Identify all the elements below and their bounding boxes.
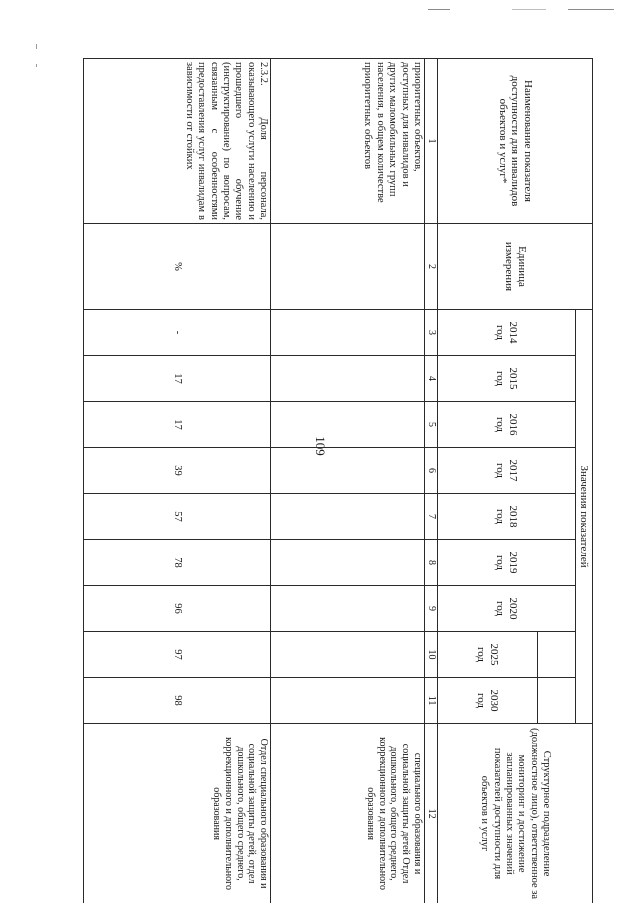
year-header: 2018 год bbox=[438, 494, 576, 540]
value-cell bbox=[271, 586, 425, 632]
year-header: 2015 год bbox=[438, 356, 576, 402]
responsible-header: Структурное подразделение (должностное лицо), ответственное за мониторинг и достижение запланированных значений показателей доступности для объектов и услуг bbox=[438, 724, 593, 903]
column-number: 9 bbox=[425, 586, 438, 632]
page-number-text: 109 bbox=[313, 436, 328, 456]
value-cell bbox=[271, 356, 425, 402]
year-header: 2014 год bbox=[438, 310, 576, 356]
scan-mark bbox=[428, 9, 450, 10]
value-cell bbox=[271, 448, 425, 494]
unit-cell bbox=[271, 224, 425, 310]
indicators-table bbox=[83, 58, 593, 903]
column-number: 11 bbox=[425, 678, 438, 724]
scan-mark bbox=[36, 64, 37, 67]
value-cell: 57 bbox=[84, 494, 271, 540]
year-header: 2020 год bbox=[438, 586, 576, 632]
unit-cell: % bbox=[84, 224, 271, 310]
value-cell: 39 bbox=[84, 448, 271, 494]
column-number: 4 bbox=[425, 356, 438, 402]
scan-mark bbox=[36, 44, 37, 49]
value-cell bbox=[271, 540, 425, 586]
year-header: 2019 год bbox=[438, 540, 576, 586]
indicator-name-header: Наименование показателя доступности для инвалидов объектов и услуг* bbox=[438, 59, 593, 224]
value-cell: 96 bbox=[84, 586, 271, 632]
column-number: 12 bbox=[425, 724, 438, 903]
table-row bbox=[84, 59, 271, 904]
value-cell bbox=[271, 402, 425, 448]
year-header: 2030 год bbox=[438, 678, 538, 724]
year-header-spacer bbox=[538, 678, 576, 724]
value-cell: - bbox=[84, 310, 271, 356]
value-cell bbox=[271, 494, 425, 540]
column-number: 2 bbox=[425, 224, 438, 310]
responsible-cell: Отдел специального образования и социальной защиты детей, отдел дошкольного, общего среднего, коррекционного и дополнительного образования bbox=[84, 724, 271, 903]
scan-mark bbox=[512, 9, 546, 10]
column-number: 6 bbox=[425, 448, 438, 494]
table-row bbox=[271, 59, 425, 904]
column-number: 3 bbox=[425, 310, 438, 356]
column-number: 5 bbox=[425, 402, 438, 448]
year-header: 2025 год bbox=[438, 632, 538, 678]
column-number: 7 bbox=[425, 494, 438, 540]
column-number: 1 bbox=[425, 59, 438, 224]
year-header: 2017 год bbox=[438, 448, 576, 494]
values-group-header: Значения показателей bbox=[576, 310, 593, 724]
indicator-name-cell: приоритетных объектов, доступных для инвалидов и других маломобильных групп населения, в общем количестве приоритетных объектов bbox=[271, 59, 425, 224]
value-cell: 78 bbox=[84, 540, 271, 586]
value-cell bbox=[271, 310, 425, 356]
responsible-cell: специального образования и социальной защиты детей Отдел дошкольного, общего среднего, коррекционного и дополнительного образования bbox=[271, 724, 425, 903]
value-cell: 98 bbox=[84, 678, 271, 724]
rotated-table bbox=[83, 58, 593, 903]
value-cell bbox=[271, 632, 425, 678]
value-cell bbox=[271, 678, 425, 724]
column-number: 10 bbox=[425, 632, 438, 678]
indicator-name-cell: 2.3.2. Доля персонала, оказывающего услуги населению и прошедшего обучение (инструктирование) по вопросам, связанным с особенностями предоставления услуг инвалидам в зависимости от стойких bbox=[84, 59, 271, 224]
unit-header: Единица измерения bbox=[438, 224, 593, 310]
value-cell: 17 bbox=[84, 402, 271, 448]
year-header-spacer bbox=[538, 632, 576, 678]
year-header: 2016 год bbox=[438, 402, 576, 448]
scan-mark bbox=[568, 9, 614, 10]
value-cell: 97 bbox=[84, 632, 271, 678]
table-container bbox=[83, 58, 593, 903]
value-cell: 17 bbox=[84, 356, 271, 402]
column-number: 8 bbox=[425, 540, 438, 586]
